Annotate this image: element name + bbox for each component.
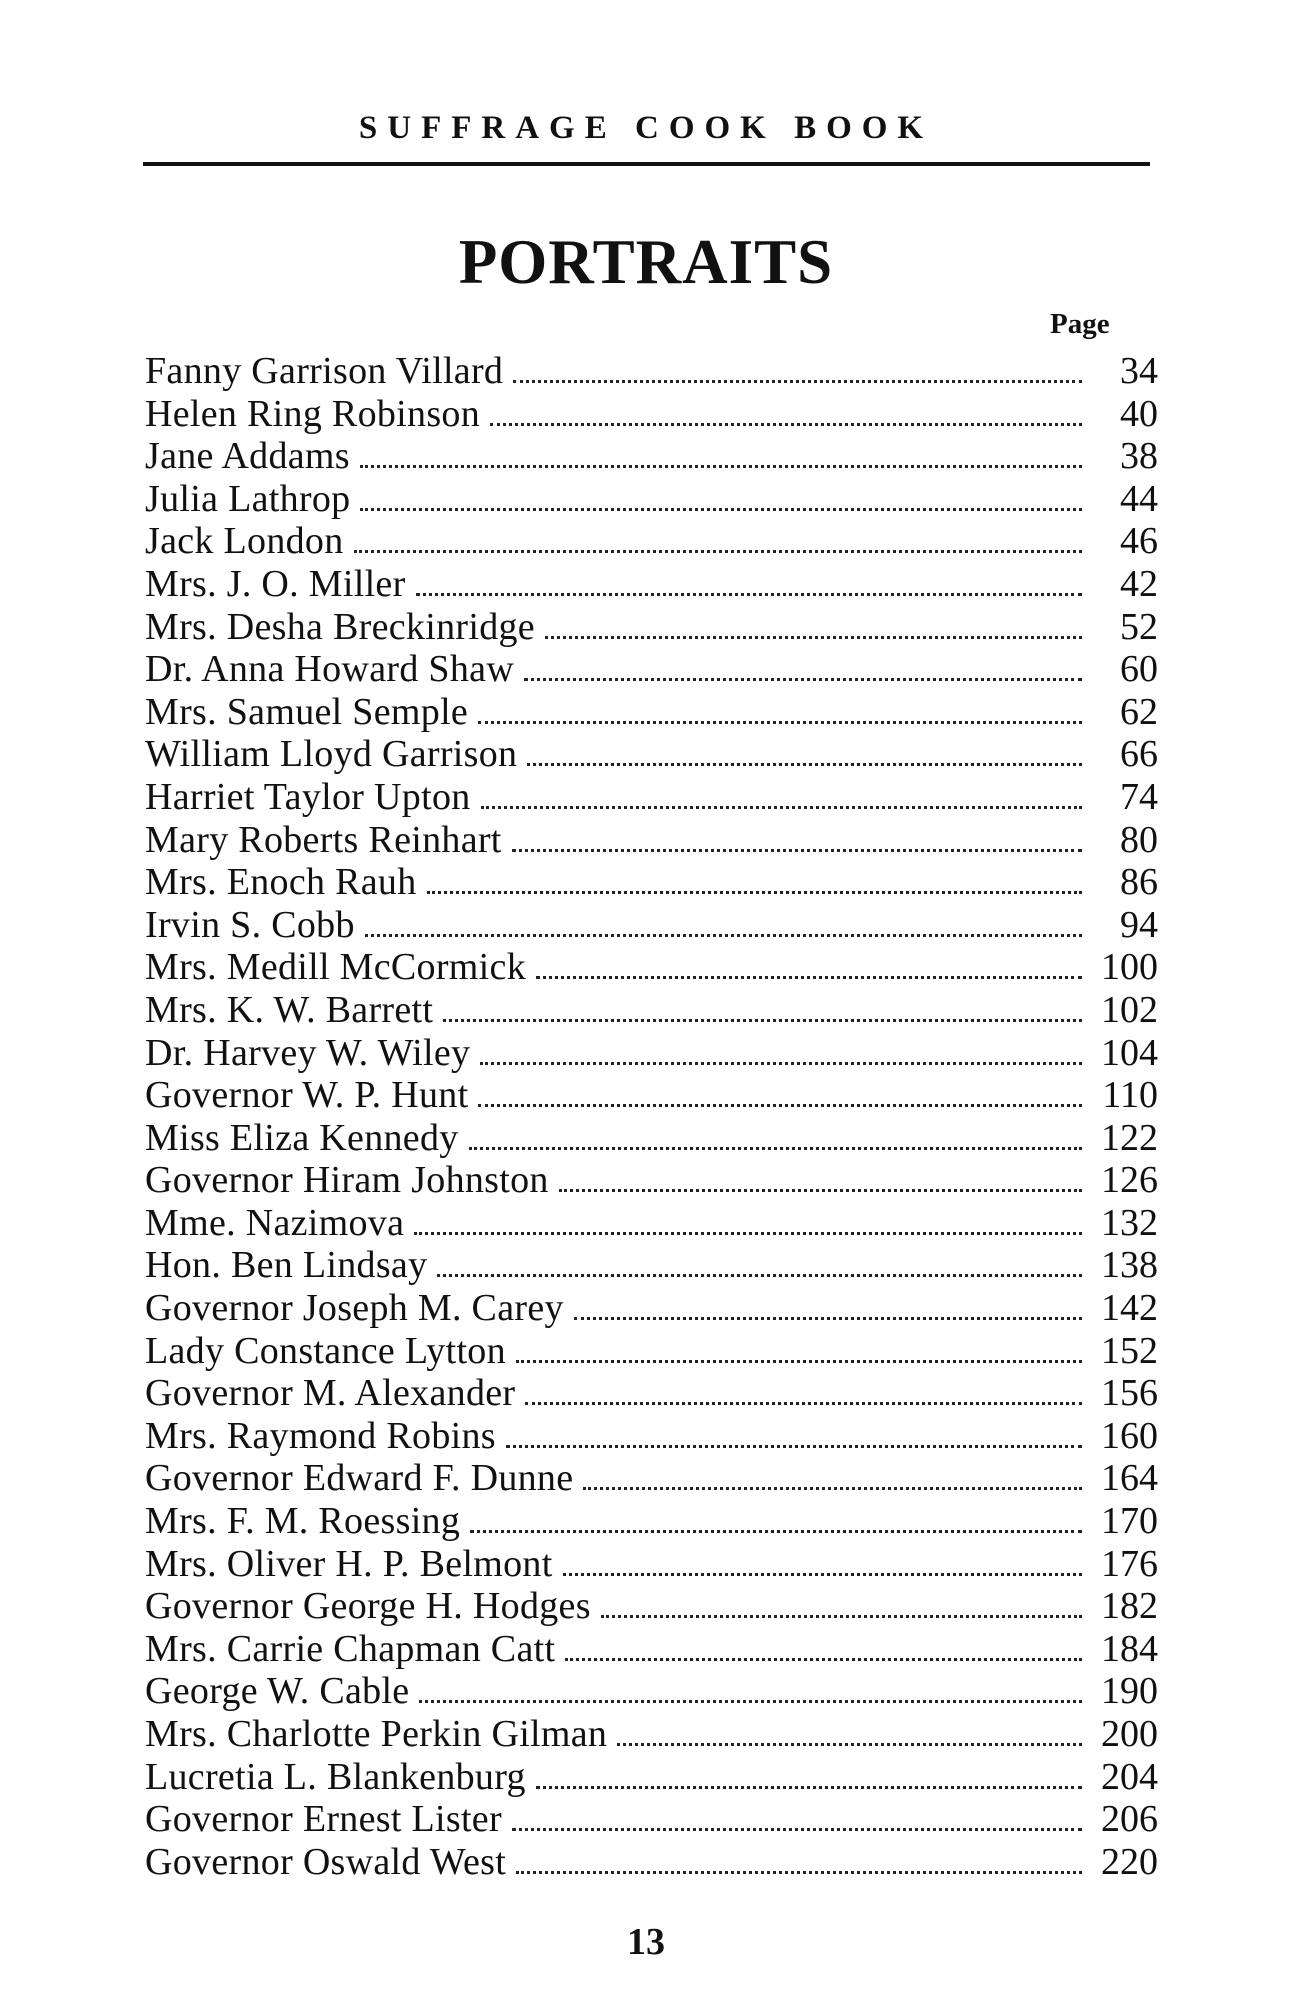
entry-name: Dr. Harvey W. Wiley (145, 1031, 471, 1074)
entry-name: Mrs. K. W. Barrett (145, 988, 434, 1031)
entry-name: Mrs. Medill McCormick (145, 946, 526, 989)
entry-page: 170 (1101, 1500, 1158, 1543)
list-item (145, 1074, 1158, 1117)
running-head: SUFFRAGE COOK BOOK (358, 110, 934, 146)
entry-page: 200 (1101, 1713, 1158, 1755)
entry-page: 86 (1120, 861, 1158, 904)
dot-leader (490, 423, 1082, 426)
dot-leader (480, 1062, 1082, 1065)
entry-name: Mrs. Samuel Semple (145, 690, 469, 733)
dot-leader (536, 976, 1082, 979)
list-item (145, 733, 1158, 776)
dot-leader (513, 380, 1082, 383)
list-item (145, 1159, 1158, 1202)
entry-page: 184 (1101, 1627, 1158, 1670)
list-item (145, 648, 1158, 691)
list-item (145, 1798, 1158, 1841)
entry-page: 160 (1101, 1414, 1158, 1457)
entry-name: Governor Ernest Lister (145, 1798, 502, 1841)
entry-page: 44 (1120, 477, 1158, 520)
list-item (145, 478, 1158, 521)
dot-leader (354, 550, 1082, 553)
dot-leader (583, 1487, 1082, 1490)
entry-page: 34 (1120, 350, 1158, 392)
dot-leader (360, 465, 1082, 468)
entry-name: Fanny Garrison Villard (145, 350, 504, 392)
entry-name: Mrs. Desha Breckinridge (145, 605, 535, 648)
entry-page: 176 (1101, 1542, 1158, 1585)
entry-page: 138 (1101, 1244, 1158, 1287)
entry-page: 66 (1120, 733, 1158, 776)
entry-name: Mme. Nazimova (145, 1201, 405, 1244)
list-item (145, 904, 1158, 947)
dot-leader (506, 1445, 1082, 1448)
list-item (145, 393, 1158, 436)
entry-name: Lucretia L. Blankenburg (145, 1755, 526, 1798)
entry-page: 142 (1101, 1287, 1158, 1330)
list-item (145, 1543, 1158, 1586)
list-item (145, 1756, 1158, 1799)
list-item (145, 1117, 1158, 1160)
entry-name: George W. Cable (145, 1670, 410, 1713)
entry-name: Governor George H. Hodges (145, 1585, 591, 1628)
entry-name: Governor Edward F. Dunne (145, 1457, 574, 1500)
dot-leader (617, 1743, 1082, 1746)
list-item (145, 563, 1158, 606)
list-item (145, 350, 1158, 393)
dot-leader (524, 678, 1082, 681)
list-item (145, 1841, 1158, 1884)
list-item (145, 946, 1158, 989)
dot-leader (416, 593, 1082, 596)
list-item (145, 989, 1158, 1032)
entry-page: 42 (1120, 562, 1158, 605)
dot-leader (478, 1104, 1082, 1107)
dot-leader (527, 763, 1082, 766)
list-item (145, 1585, 1158, 1628)
page-column-label: Page (1050, 308, 1110, 340)
entry-name: Dr. Anna Howard Shaw (145, 648, 515, 691)
entry-name: Mrs. F. M. Roessing (145, 1500, 461, 1543)
entry-name: Mrs. J. O. Miller (145, 562, 406, 605)
dot-leader (559, 1189, 1082, 1192)
entry-page: 62 (1120, 690, 1158, 733)
dot-leader (427, 891, 1082, 894)
entry-name: Governor M. Alexander (145, 1372, 516, 1415)
entry-name: Governor Joseph M. Carey (145, 1287, 564, 1330)
list-item (145, 776, 1158, 819)
dot-leader (574, 1317, 1082, 1320)
dot-leader (601, 1615, 1082, 1618)
dot-leader (443, 1019, 1082, 1022)
list-item (145, 1628, 1158, 1671)
list-item (145, 1330, 1158, 1373)
entry-page: 38 (1120, 435, 1158, 478)
dot-leader (516, 1871, 1082, 1874)
dot-leader (536, 1786, 1082, 1789)
list-item (145, 1287, 1158, 1330)
entry-page: 182 (1101, 1585, 1158, 1628)
dot-leader (481, 806, 1082, 809)
dot-leader (478, 721, 1082, 724)
entry-page: 206 (1101, 1798, 1158, 1841)
entry-page: 94 (1120, 903, 1158, 946)
list-item (145, 861, 1158, 904)
entry-name: Miss Eliza Kennedy (145, 1116, 459, 1159)
list-item (145, 606, 1158, 649)
list-item (145, 435, 1158, 478)
entry-name: Mrs. Enoch Rauh (145, 861, 417, 904)
header-rule (143, 162, 1150, 166)
entry-name: Mrs. Charlotte Perkin Gilman (145, 1713, 608, 1755)
entry-page: 132 (1101, 1201, 1158, 1244)
entry-name: Lady Constance Lytton (145, 1329, 506, 1372)
dot-leader (414, 1232, 1082, 1235)
entry-page: 156 (1101, 1372, 1158, 1415)
list-item (145, 1202, 1158, 1245)
entry-name: Mrs. Oliver H. P. Belmont (145, 1542, 553, 1585)
entry-name: Jane Addams (145, 435, 350, 478)
entry-page: 102 (1101, 988, 1158, 1031)
list-item (145, 1670, 1158, 1713)
entry-page: 126 (1101, 1159, 1158, 1202)
section-title: PORTRAITS (458, 227, 834, 297)
entry-page: 152 (1101, 1329, 1158, 1372)
list-item (145, 1415, 1158, 1458)
entry-name: Governor Oswald West (145, 1840, 507, 1883)
list-item (145, 1244, 1158, 1287)
dot-leader (512, 849, 1082, 852)
entry-name: Mary Roberts Reinhart (145, 818, 502, 861)
entry-page: 122 (1101, 1116, 1158, 1159)
entry-name: Mrs. Carrie Chapman Catt (145, 1627, 556, 1670)
entry-page: 104 (1101, 1031, 1158, 1074)
list-item (145, 1713, 1158, 1756)
entry-page: 204 (1101, 1755, 1158, 1798)
entry-name: William Lloyd Garrison (145, 733, 518, 776)
entry-page: 52 (1120, 605, 1158, 648)
page-number: 13 (627, 1921, 665, 1963)
dot-leader (525, 1402, 1082, 1405)
dot-leader (469, 1147, 1082, 1150)
entry-page: 164 (1101, 1457, 1158, 1500)
entry-name: Governor W. P. Hunt (145, 1074, 469, 1117)
entry-page: 100 (1101, 946, 1158, 989)
entry-page: 220 (1101, 1840, 1158, 1883)
dot-leader (565, 1658, 1082, 1661)
entry-name: Jack London (145, 520, 344, 563)
entry-page: 190 (1101, 1670, 1158, 1713)
dot-leader (545, 636, 1082, 639)
entry-name: Helen Ring Robinson (145, 392, 481, 435)
entry-page: 74 (1120, 775, 1158, 818)
list-item (145, 1500, 1158, 1543)
list-item (145, 819, 1158, 862)
entry-page: 60 (1120, 648, 1158, 691)
dot-leader (512, 1828, 1082, 1831)
entry-name: Governor Hiram Johnston (145, 1159, 549, 1202)
dot-leader (360, 508, 1082, 511)
list-item (145, 1457, 1158, 1500)
dot-leader (365, 934, 1082, 937)
entry-page: 80 (1120, 818, 1158, 861)
entry-name: Mrs. Raymond Robins (145, 1414, 496, 1457)
list-item (145, 1032, 1158, 1075)
entry-name: Hon. Ben Lindsay (145, 1244, 428, 1287)
entry-page: 110 (1102, 1074, 1158, 1117)
entry-page: 46 (1120, 520, 1158, 563)
dot-leader (516, 1360, 1082, 1363)
dot-leader (470, 1530, 1082, 1533)
list-item (145, 691, 1158, 734)
entry-page: 40 (1120, 392, 1158, 435)
list-item (145, 520, 1158, 563)
dot-leader (563, 1573, 1082, 1576)
portrait-list (145, 350, 1158, 1883)
list-item (145, 1372, 1158, 1415)
dot-leader (419, 1700, 1082, 1703)
entry-name: Julia Lathrop (145, 477, 351, 520)
dot-leader (437, 1274, 1082, 1277)
entry-name: Harriet Taylor Upton (145, 775, 471, 818)
entry-name: Irvin S. Cobb (145, 903, 355, 946)
